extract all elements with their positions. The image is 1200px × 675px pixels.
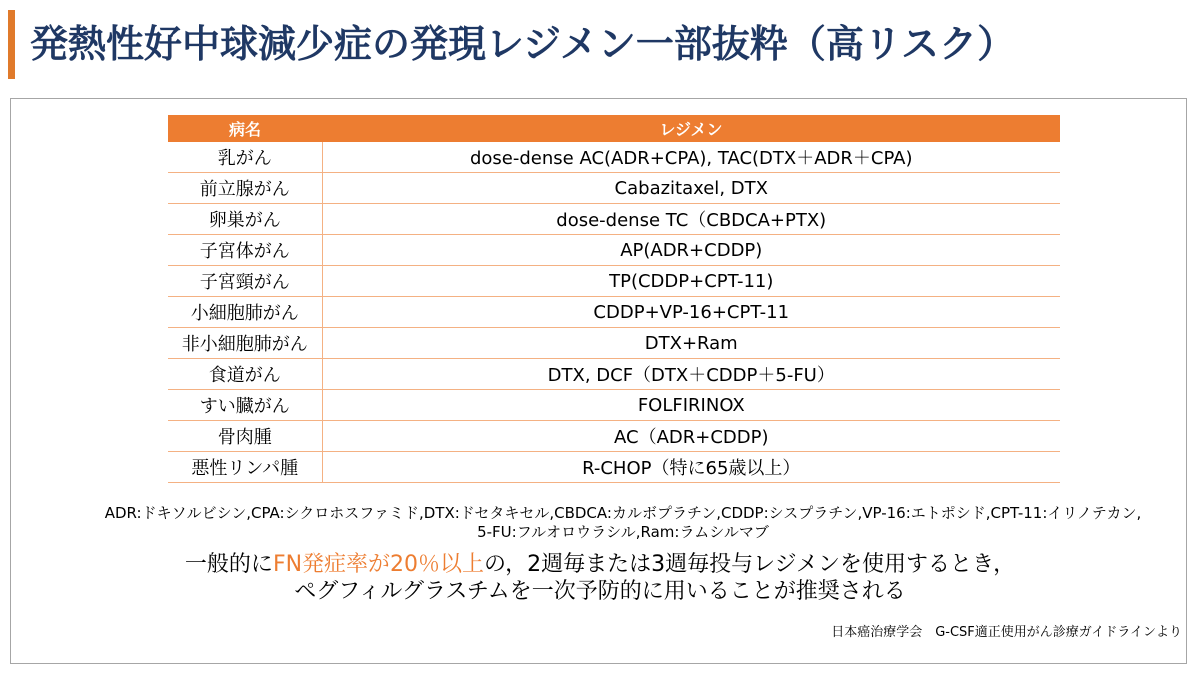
regimen-cell: DTX, DCF（DTX＋CDDP＋5-FU） [322,359,1060,390]
table-header-row [168,115,1060,142]
disease-cell: すい臓がん [168,390,322,421]
regimen-cell: FOLFIRINOX [322,390,1060,421]
source-citation: 日本癌治療学会 G-CSF適正使用がん診療ガイドラインより [831,625,1182,640]
disease-cell: 子宮頸がん [168,266,322,297]
table-row [168,297,1060,328]
disease-cell: 骨肉腫 [168,421,322,452]
regimen-cell: R-CHOP（特に65歳以上） [322,452,1060,483]
abbreviation-note [68,504,1178,542]
regimen-cell: TP(CDDP+CPT-11) [322,266,1060,297]
recommendation-text [60,551,1140,605]
disease-cell: 非小細胞肺がん [168,328,322,359]
slide-title: 発熱性好中球減少症の発現レジメン一部抜粋（高リスク） [30,22,1016,66]
title-accent-bar [8,10,15,79]
recommendation-prefix: 一般的に [184,552,273,577]
table-row [168,328,1060,359]
regimen-cell: CDDP+VP-16+CPT-11 [322,297,1060,328]
regimen-cell: AP(ADR+CDDP) [322,235,1060,266]
table-row [168,173,1060,204]
fn-rate-highlight: FN発症率が20％以上 [272,552,485,577]
table-row [168,142,1060,173]
header-disease: 病名 [168,115,322,142]
regimen-cell: AC（ADR+CDDP) [322,421,1060,452]
table-row [168,421,1060,452]
table-row [168,204,1060,235]
disease-cell: 子宮体がん [168,235,322,266]
regimen-cell: DTX+Ram [322,328,1060,359]
regimen-cell: dose-dense TC（CBDCA+PTX) [322,204,1060,235]
disease-cell: 小細胞肺がん [168,297,322,328]
disease-cell: 卵巣がん [168,204,322,235]
recommendation-line-1 [60,551,1140,578]
regimen-table [168,115,1060,483]
table-row [168,235,1060,266]
abbreviation-line-2: 5-FU:フルオロウラシル,Ram:ラムシルマブ [477,523,769,541]
regimen-cell: dose-dense AC(ADR+CPA), TAC(DTX＋ADR＋CPA) [322,142,1060,173]
recommendation-suffix: の，2週毎または3週毎投与レジメンを使用するとき， [484,552,1016,577]
disease-cell: 食道がん [168,359,322,390]
disease-cell: 前立腺がん [168,173,322,204]
disease-cell: 悪性リンパ腫 [168,452,322,483]
table-row [168,452,1060,483]
regimen-cell: Cabazitaxel, DTX [322,173,1060,204]
recommendation-line-2: ペグフィルグラスチムを一次予防的に用いることが推奨される [294,579,906,604]
disease-cell: 乳がん [168,142,322,173]
abbreviation-line-1: ADR:ドキソルビシン,CPA:シクロホスファミド,DTX:ドセタキセル,CBDCA:カルボプラチン,CDDP:シスプラチン,VP-16:エトポシド,CPT-11:イリノテカン, [104,504,1142,522]
header-regimen: レジメン [322,115,1060,142]
table-row [168,390,1060,421]
table-row [168,359,1060,390]
table-row [168,266,1060,297]
